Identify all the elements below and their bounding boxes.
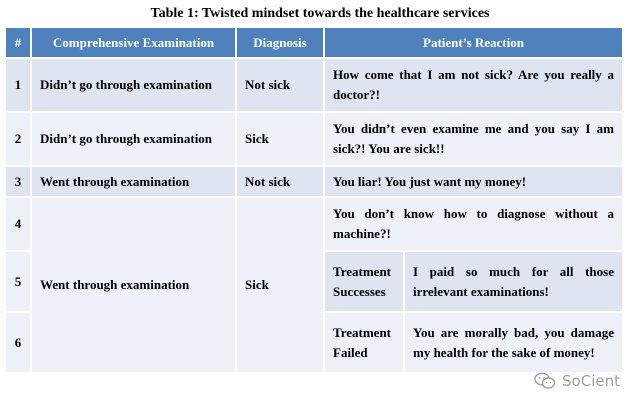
reaction-cell: How come that I am not sick? Are you really a doctor?! [325,59,622,111]
reaction-cell: I paid so much for all those irrelevant examinations! [405,252,622,311]
row-number: 2 [6,113,30,165]
wechat-icon [534,372,556,390]
exam-cell: Went through examination [32,167,235,196]
row-number: 4 [6,198,30,250]
row-number: 1 [6,59,30,111]
header-reaction: Patient’s Reaction [325,28,622,57]
header-examination: Comprehensive Examination [32,28,235,57]
header-diagnosis: Diagnosis [237,28,323,57]
watermark [534,372,620,390]
exam-cell-merged: Went through examination [32,198,235,372]
treatment-cell: Treatment Failed [325,313,403,372]
diagnosis-cell-merged: Sick [237,198,323,372]
exam-cell: Didn’t go through examination [32,59,235,111]
row-number: 3 [6,167,30,196]
watermark-text: SoCient [562,372,620,390]
reaction-cell: You are morally bad, you damage my health for the sake of money! [405,313,622,372]
diagnosis-cell: Sick [237,113,323,165]
reaction-cell: You didn’t even examine me and you say I am sick?! You are sick!! [325,113,622,165]
treatment-cell: Treatment Successes [325,252,403,311]
table-caption: Table 1: Twisted mindset towards the healthcare services [150,6,490,21]
header-number: # [6,28,30,57]
row-number: 5 [6,252,30,311]
reaction-cell: You liar! You just want my money! [325,167,622,196]
row-number: 6 [6,313,30,372]
reaction-table [6,28,628,362]
exam-cell: Didn’t go through examination [32,113,235,165]
reaction-cell: You don’t know how to diagnose without a machine?! [325,198,622,250]
diagnosis-cell: Not sick [237,167,323,196]
diagnosis-cell: Not sick [237,59,323,111]
